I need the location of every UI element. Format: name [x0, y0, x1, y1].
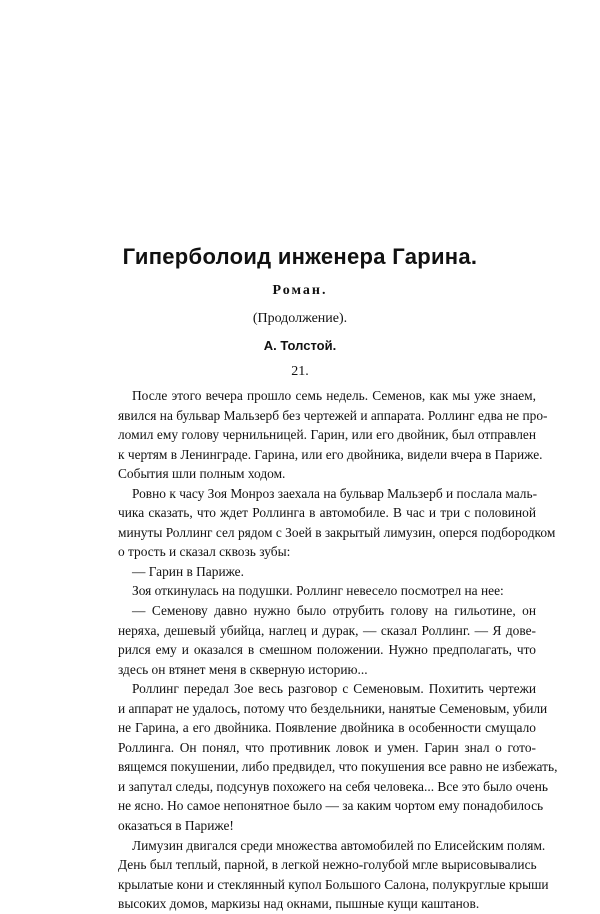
text-line: — Гарин в Париже. — [132, 563, 244, 579]
text-line: Зоя откинулась на подушки. Роллинг невесело посмотрел на нее: — [132, 583, 504, 599]
text-line: и запутал следы, подсунув похожего на себя человека... Все это было очень — [118, 778, 549, 794]
text-line: рился ему и оказался в смешном положении. Нужно предполагать, что — [118, 642, 536, 658]
text-line: неряха, дешевый убийца, наглец и дурак, — сказал Роллинг. — Я дове- — [118, 622, 536, 638]
text-line: не ясно. Но самое непонятное было — за каким чортом ему понадобилось — [118, 798, 544, 814]
text-line: минуты Роллинг сел рядом с Зоей в закрытый лимузин, оперся подбородком — [118, 524, 556, 540]
text-line: о трость и сказал сквозь зубы: — [118, 544, 291, 560]
text-line: и аппарат не удалось, потому что бездельники, нанятые Семеновым, убили — [118, 700, 548, 716]
text-line: высоких домов, маркизы над окнами, пышные кущи каштанов. — [118, 896, 480, 912]
text-line: После этого вечера прошло семь недель. Семенов, как мы уже знаем, — [132, 388, 536, 403]
text-line: День был теплый, парной, в легкой нежно-голубой мгле вырисовывались — [118, 857, 537, 873]
text-line: Роллинга. Он понял, что противник ловок и умен. Гарин знал о гото- — [118, 739, 536, 755]
text-line: чика сказать, что ждет Роллинга в автомобиле. В час и три с половиной — [118, 505, 536, 521]
continuation-note: (Продолжение). — [252, 311, 348, 326]
text-line: Лимузин двигался среди множества автомобилей по Елисейским полям. — [132, 837, 546, 853]
body-text — [118, 386, 558, 914]
text-line: оказаться в Париже! — [118, 818, 234, 834]
text-line: ломил ему голову чернильницей. Гарин, или его двойник, был отправлен — [118, 427, 536, 443]
text-line: крылатые кони и стеклянный купол Большого Салона, полукруглые крыши — [118, 876, 549, 892]
text-line: — Семенову давно нужно было отрубить голову на гильотине, он — [132, 603, 536, 619]
text-line: не Гарина, а его двойника. Появление двойника в особенности смущало — [118, 720, 536, 736]
text-line: явился на бульвар Мальзерб без чертежей и аппарата. Роллинг едва не про- — [118, 407, 548, 423]
text-line: Ровно к часу Зоя Монроз заехала на бульвар Мальзерб и послала маль- — [132, 485, 538, 501]
text-line: вящемся покушении, либо предвидел, что покушения все равно не избежать, — [118, 759, 558, 775]
genre-label: Роман. — [272, 283, 328, 298]
text-line: События шли полным ходом. — [118, 466, 286, 482]
novel-title: Гиперболоид инженера Гарина. — [122, 244, 478, 269]
text-line: Роллинг передал Зое весь разговор с Семеновым. Похитить чертежи — [132, 681, 536, 697]
author-name: А. Толстой. — [263, 338, 337, 353]
chapter-number: 21. — [291, 364, 309, 379]
text-line: к чертям в Ленинграде. Гарина, или его двойника, видели вчера в Париже. — [118, 446, 543, 462]
text-line: здесь он втянет меня в скверную историю... — [118, 661, 368, 677]
